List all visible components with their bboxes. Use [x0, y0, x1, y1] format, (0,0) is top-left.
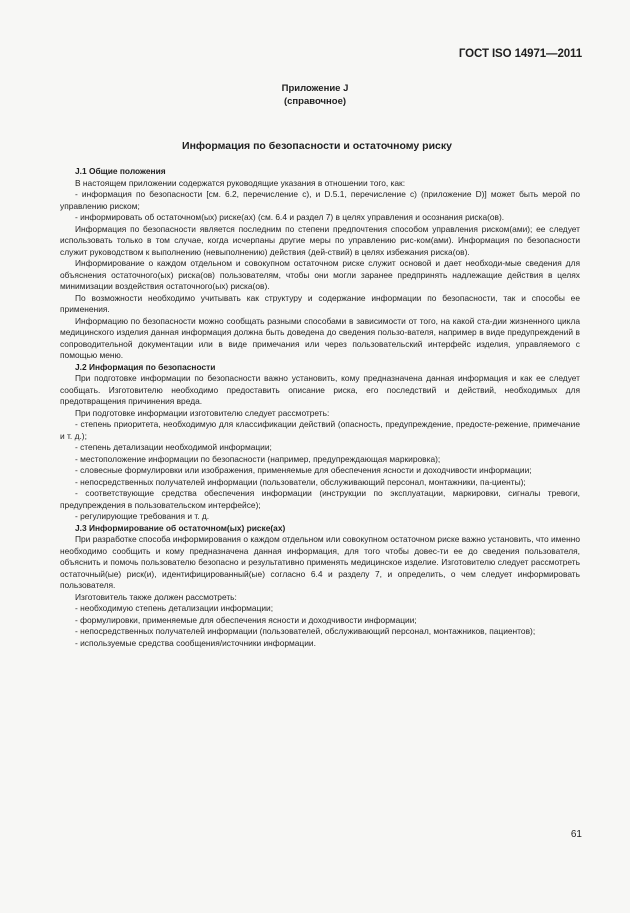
- paragraph: При разработке способа информирования о каждом отдельном или совокупном остаточном риске важно установить, что именно необходимо сообщить и кому предназначена данная информация, для того чтобы довес-ти ее до сведения пользователя, объяснить и помочь пользователю безопасно и результативно применять медицинское изделие. Изготовителю следует рассмотреть остаточный(ые) риск(и), идентифицированный(ые) согласно 6.4 и разделу 7, и определить, о чем следует информировать пользователя.: [60, 534, 580, 590]
- standard-code: ГОСТ ISO 14971—2011: [458, 48, 582, 60]
- annex-heading: [0, 82, 630, 108]
- section-heading: J.3 Информирование об остаточном(ых) риске(ах): [75, 522, 286, 533]
- paragraph: - необходимую степень детализации информации;: [75, 603, 274, 613]
- document-title: Информация по безопасности и остаточному риску: [182, 140, 452, 152]
- paragraph: - регулирующие требования и т. д.: [75, 511, 210, 521]
- paragraph: Изготовитель также должен рассмотреть:: [75, 591, 237, 602]
- annex-subtitle: (справочное): [283, 96, 347, 107]
- document-body: [60, 166, 580, 649]
- paragraph: - непосредственных получателей информации (пользователи, обслуживающий персонал, монтажники, па-циенты);: [75, 476, 526, 487]
- paragraph: В настоящем приложении содержатся руководящие указания в отношении того, как:: [75, 177, 406, 188]
- section-heading: J.2 Информация по безопасности: [75, 361, 216, 372]
- paragraph: - степень детализации необходимой информации;: [75, 442, 272, 452]
- paragraph: При подготовке информации по безопасности важно установить, кому предназначена данная информация и как ее следует сообщать. Изготовителю необходимо предоставить описание риска, его последствий и действий, необходимых для предотвращения причинения вреда.: [60, 373, 580, 406]
- paragraph: Информацию по безопасности можно сообщать разными способами в зависимости от того, на какой ста-дии жизненного цикла медицинского изделия данная информация должна быть доведена до сведения пользо-вателя, например в виде предупреждений в сопроводительной документации или в виде примечания или через пользовательский интерфейс изделия, управляемого с помощью меню.: [60, 315, 580, 360]
- paragraph: - соответствующие средства обеспечения информации (инструкции по эксплуатации, маркировки, сигналы тревоги, предупреждения в пользовательском интерфейсе);: [60, 488, 580, 510]
- paragraph: - формулировки, применяемые для обеспечения ясности и доходчивости информации;: [75, 614, 417, 625]
- paragraph: Информация по безопасности является последним по степени предпочтения способом управления риском(ами); ее следует использовать только в том случае, когда исчерпаны другие меры по управлению рис-ком(ами). Информация по безопасности служит руководством к выполнению (невыполнению) действия (дей-ствий) в целях избежания риска(ов).: [60, 223, 580, 257]
- paragraph: - непосредственных получателей информации (пользователей, обслуживающий персонал, монтажников, пациентов);: [75, 626, 536, 636]
- paragraph: - информация по безопасности [см. 6.2, перечисление с), и D.5.1, перечисление с) (приложение D)] может быть мерой по управлению риском;: [60, 189, 580, 211]
- page-number: 61: [570, 829, 582, 840]
- paragraph: - местоположение информации по безопасности (например, предупреждающая маркировка);: [75, 453, 441, 464]
- annex-title: Приложение J: [281, 83, 349, 94]
- paragraph: - используемые средства сообщения/источники информации.: [75, 637, 316, 648]
- paragraph: Информирование о каждом отдельном и совокупном остаточном риске служит основой и дает необходи-мые сведения для объяснения остаточного(ых) риска(ов) пользователям, чтобы они могли заранее предпринять надлежащие действия в целях минимизации воздействия остаточного(ых) риска(ов).: [60, 258, 580, 291]
- paragraph: - словесные формулировки или изображения, применяемые для обеспечения ясности и доходчивости информации;: [75, 465, 532, 475]
- section-heading: J.1 Общие положения: [75, 166, 166, 176]
- paragraph: По возможности необходимо учитывать как структуру и содержание информации по безопасности, так и способы ее применения.: [60, 292, 580, 314]
- paragraph: - информировать об остаточном(ых) риске(ах) (см. 6.4 и раздел 7) в целях управления и осознания риска(ов).: [75, 212, 505, 222]
- paragraph: При подготовке информации изготовителю следует рассмотреть:: [75, 407, 330, 418]
- paragraph: - степень приоритета, необходимую для классификации действий (опасность, предупреждение, предосте-режение, примечание и т. д.);: [60, 419, 580, 441]
